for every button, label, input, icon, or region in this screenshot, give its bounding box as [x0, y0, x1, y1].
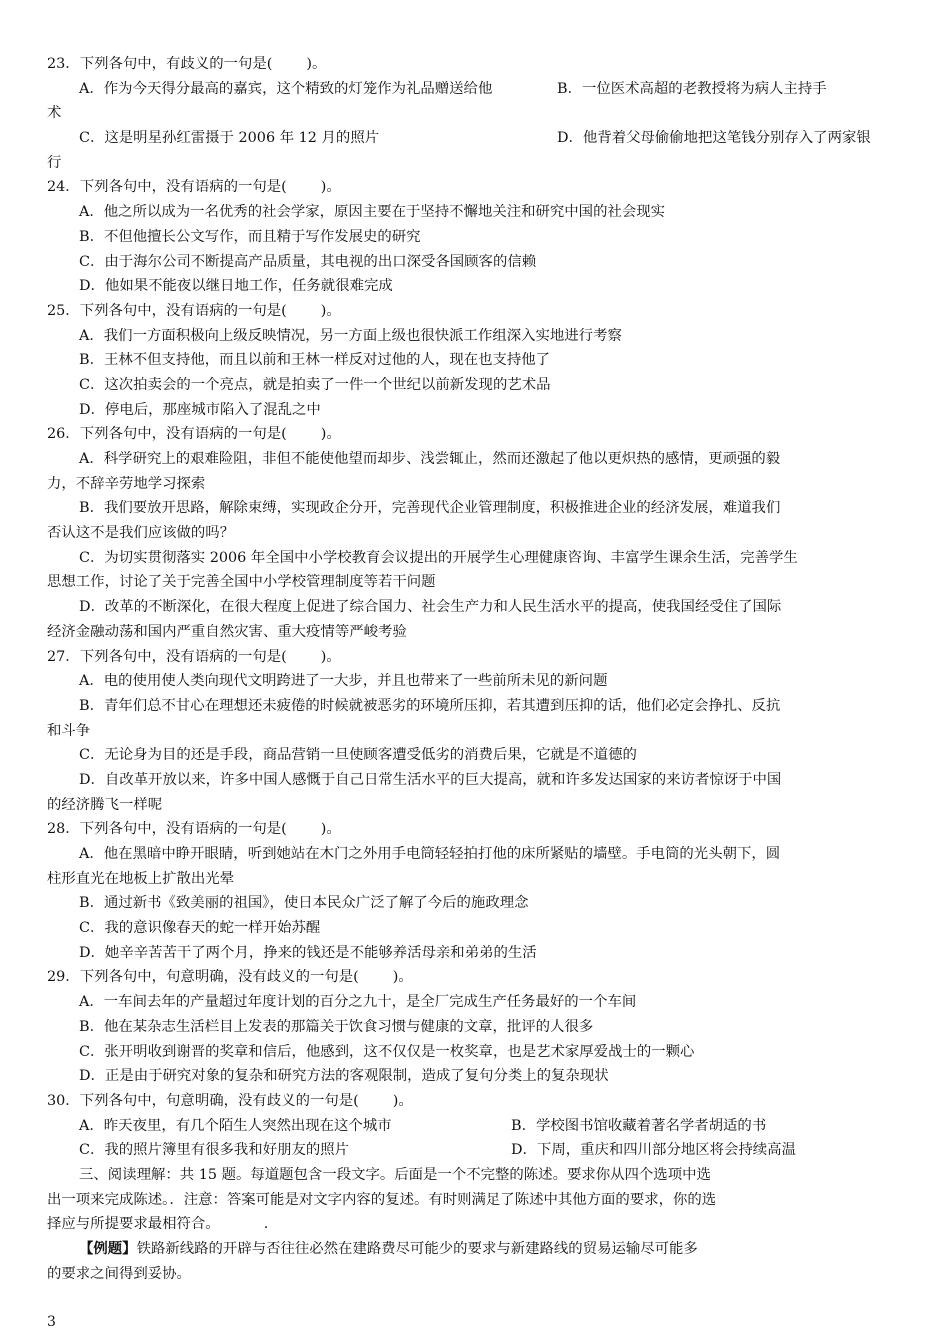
- option-23-c: C．这是明星孙红雷摄于 2006 年 12 月的照片: [79, 130, 380, 147]
- option-25-d: D．停电后，那座城市陷入了混乱之中: [79, 401, 321, 418]
- question-23-options-cd: [47, 126, 909, 151]
- option-24-b: B．不但他擅长公文写作，而且精于写作发展史的研究: [79, 228, 421, 245]
- option-24-c: C．由于海尔公司不断提高产品质量，其电视的出口深受各国顾客的信赖: [79, 253, 537, 270]
- option-30-b: B．学校图书馆收藏着著名学者胡适的书: [511, 1117, 767, 1134]
- option-23-b: B．一位医术高超的老教授将为病人主持手: [557, 80, 827, 97]
- option-23-a: A．作为今天得分最高的嘉宾，这个精致的灯笼作为礼品赠送给他: [79, 80, 493, 97]
- question-30-stem: 30．下列各句中，句意明确，没有歧义的一句是( )。: [47, 1092, 413, 1109]
- example-line-1: [47, 1237, 909, 1262]
- option-24-a: A．他之所以成为一名优秀的社会学家，原因主要在于坚持不懈地关注和研究中国的社会现实: [79, 204, 666, 221]
- question-27-stem: 27．下列各句中，没有语病的一句是( )。: [47, 648, 341, 665]
- option-27-b: B．青年们总不甘心在理想还未疲倦的时候就被恶劣的环境所压抑，若其遭到压抑的话，他们必定会挣扎、反抗: [79, 697, 781, 714]
- question-23-options-ab: [47, 77, 909, 102]
- option-30-d: D．下周，重庆和四川部分地区将会持续高温: [511, 1142, 796, 1159]
- section-3-intro-line-3: 择应与所提要求最相符合。 .: [47, 1216, 269, 1233]
- option-29-a: A．一车间去年的产量超过年度计划的百分之九十，是全厂完成生产任务最好的一个车间: [79, 994, 637, 1011]
- option-23-d-continuation: 行: [47, 154, 62, 171]
- question-28-stem: 28．下列各句中，没有语病的一句是( )。: [47, 821, 341, 838]
- example-text: 铁路新线路的开辟与否往往必然在建路费尽可能少的要求与新建路线的贸易运输尽可能多: [136, 1241, 698, 1257]
- option-28-a-continuation: 柱形直光在地板上扩散出光晕: [47, 870, 235, 887]
- option-26-a: A．科学研究上的艰难险阻，非但不能使他望而却步、浅尝辄止，然而还激起了他以更炽热的感情，更顽强的毅: [79, 451, 781, 467]
- question-26-stem: 26．下列各句中，没有语病的一句是( )。: [47, 426, 341, 443]
- option-27-d-continuation: 的经济腾飞一样呢: [47, 796, 163, 813]
- option-25-c: C．这次拍卖会的一个亮点，就是拍卖了一件一个世纪以前新发现的艺术品: [79, 376, 551, 393]
- option-26-a-continuation: 力，不辞辛劳地学习探索: [47, 475, 206, 492]
- question-23-stem: 23．下列各句中，有歧义的一句是( )。: [47, 56, 327, 72]
- option-26-d-continuation: 经济金融动荡和国内严重自然灾害、重大疫情等严峻考验: [47, 623, 407, 640]
- option-26-c-continuation: 思想工作，讨论了关于完善全国中小学校管理制度等若干问题: [47, 574, 436, 591]
- option-27-d: D．自改革开放以来，许多中国人感慨于自己日常生活水平的巨大提高，就和许多发达国家的来访者惊讶于中国: [79, 771, 782, 788]
- question-30-options-ab: [47, 1114, 909, 1139]
- document-body: [47, 52, 909, 1286]
- option-26-b-continuation: 否认这不是我们应该做的吗？: [47, 525, 235, 542]
- stray-dot: .: [263, 1216, 269, 1233]
- option-24-d: D．他如果不能夜以继日地工作，任务就很难完成: [79, 278, 393, 295]
- option-27-b-continuation: 和斗争: [47, 722, 91, 739]
- option-26-b: B．我们要放开思路，解除束缚，实现政企分开，完善现代企业管理制度，积极推进企业的经济发展，难道我们: [79, 500, 781, 517]
- option-27-a: A．电的使用使人类向现代文明跨进了一大步，并且也带来了一些前所未见的新问题: [79, 673, 608, 690]
- question-24-stem: 24．下列各句中，没有语病的一句是( )。: [47, 179, 341, 196]
- example-line-2: 的要求之间得到妥协。: [47, 1265, 191, 1282]
- option-27-c: C．无论身为目的还是手段，商品营销一旦使顾客遭受低劣的消费后果，它就是不道德的: [79, 747, 637, 764]
- option-28-d: D．她辛辛苦苦干了两个月，挣来的钱还是不能够养活母亲和弟弟的生活: [79, 944, 537, 961]
- option-25-b: B．王林不但支持他，而且以前和王林一样反对过他的人，现在也支持他了: [79, 352, 551, 369]
- option-29-b: B．他在某杂志生活栏目上发表的那篇关于饮食习惯与健康的文章，批评的人很多: [79, 1018, 594, 1035]
- option-30-a: A．昨天夜里，有几个陌生人突然出现在这个城市: [79, 1117, 392, 1134]
- section-3-intro-line-2: 出一项来完成陈述。．注意：答案可能是对文字内容的复述。有时则满足了陈述中其他方面的要求，你的选: [47, 1191, 717, 1208]
- section-3-intro-line-1: 三、阅读理解：共 15 题。每道题包含一段文字。后面是一个不完整的陈述。要求你从四个选项中选: [79, 1166, 711, 1183]
- option-26-c: C．为切实贯彻落实 2006 年全国中小学校教育会议提出的开展学生心理健康咨询、丰富学生课余生活，完善学生: [79, 549, 798, 566]
- option-23-b-continuation: 术: [47, 105, 62, 122]
- question-30-options-cd: [47, 1138, 909, 1163]
- question-29-stem: 29．下列各句中，句意明确，没有歧义的一句是( )。: [47, 969, 413, 986]
- option-28-a: A．他在黑暗中睁开眼睛，听到她站在木门之外用手电筒轻轻拍打他的床所紧贴的墙壁。手电筒的光头朝下，圆: [79, 846, 781, 862]
- option-23-d: D．他背着父母偷偷地把这笔钱分别存入了两家银: [557, 130, 871, 147]
- option-28-b: B．通过新书《致美丽的祖国》，使日本民众广泛了解了今后的施政理念: [79, 895, 529, 912]
- option-26-d: D．改革的不断深化，在很大程度上促进了综合国力、社会生产力和人民生活水平的提高，使我国经受住了国际: [79, 599, 782, 616]
- option-30-c: C．我的照片簿里有很多我和好朋友的照片: [79, 1142, 350, 1159]
- option-29-d: D．正是由于研究对象的复杂和研究方法的客观限制，造成了复句分类上的复杂现状: [79, 1068, 609, 1085]
- example-label: 【例题】: [79, 1240, 137, 1257]
- question-25-stem: 25．下列各句中，没有语病的一句是( )。: [47, 302, 341, 319]
- page-number: 3: [47, 1314, 56, 1330]
- option-28-c: C．我的意识像春天的蛇一样开始苏醒: [79, 920, 321, 937]
- option-29-c: C．张开明收到谢晋的奖章和信后，他感到，这不仅仅是一枚奖章，也是艺术家厚爱战士的一颗心: [79, 1043, 695, 1060]
- option-25-a: A．我们一方面积极向上级反映情况，另一方面上级也很快派工作组深入实地进行考察: [79, 327, 622, 344]
